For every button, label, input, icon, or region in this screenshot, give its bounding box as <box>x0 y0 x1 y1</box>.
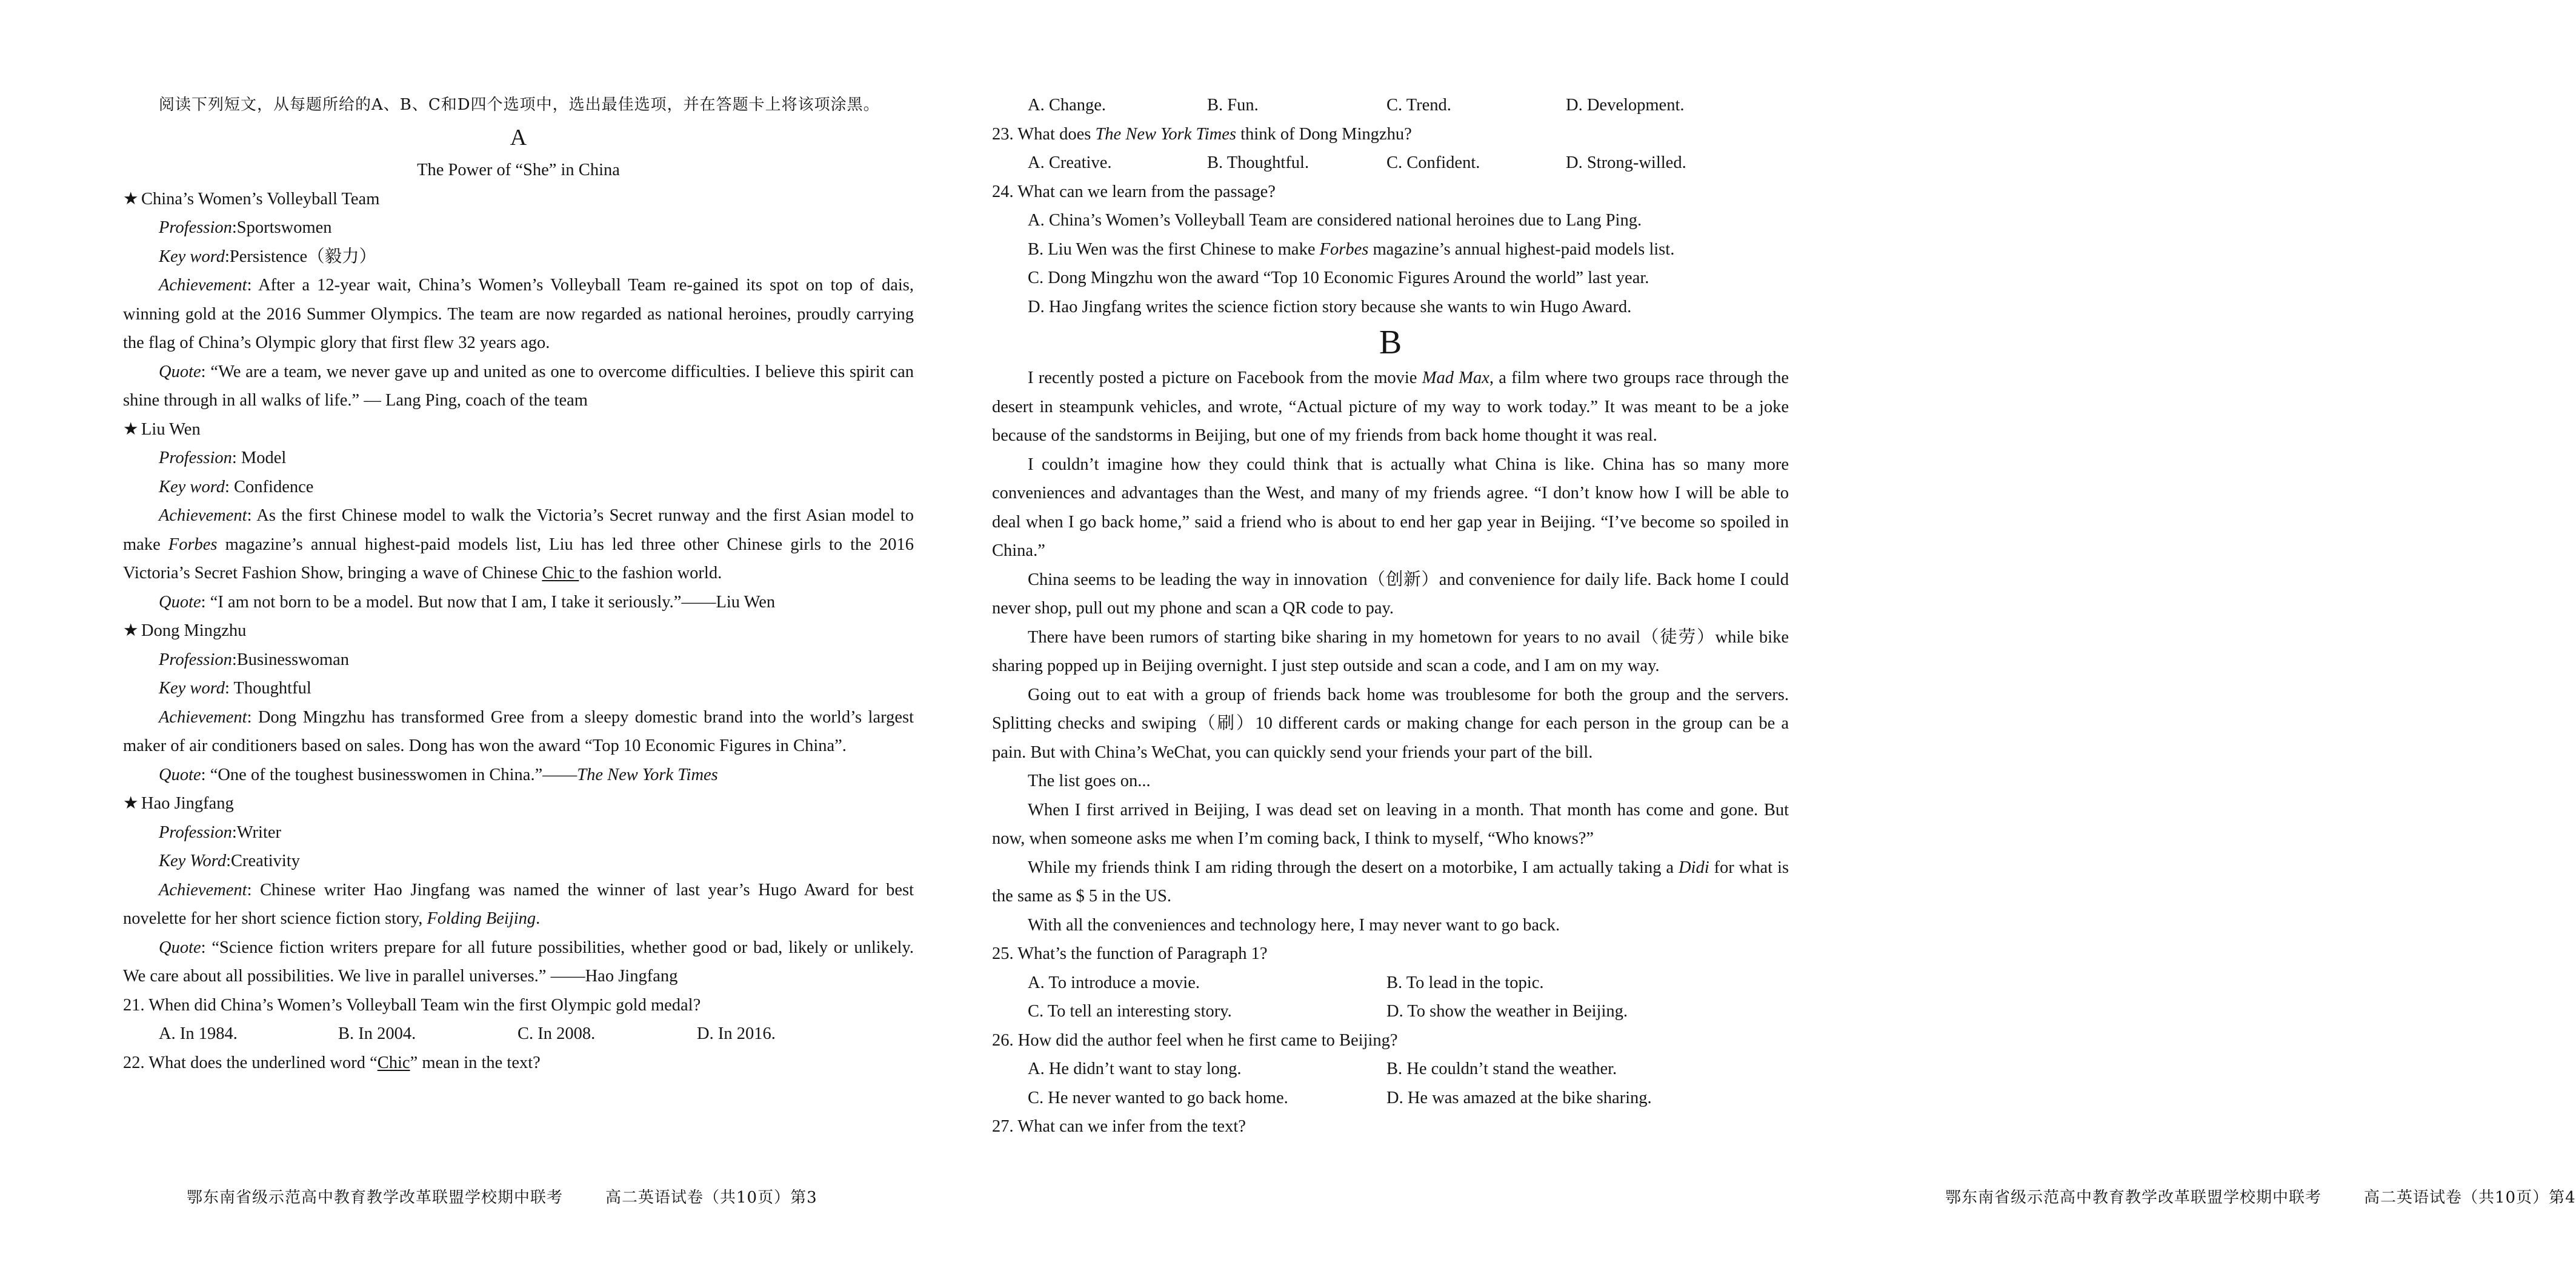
option-a: A. He didn’t want to stay long. <box>1028 1059 1242 1078</box>
star-icon: ★ <box>123 621 139 640</box>
option-b: B. To lead in the topic. <box>1386 973 1544 992</box>
question-23-options <box>992 148 1789 178</box>
option-d: D. He was amazed at the bike sharing. <box>1386 1088 1652 1107</box>
keyword-line: Key Word:Creativity <box>159 852 300 870</box>
person-name: Hao Jingfang <box>141 794 234 813</box>
achievement-paragraph: Achievement: Chinese writer Hao Jingfang was named the winner of last year’s Hugo Award for best novelette for her short science fiction story, Folding Beijing. <box>123 880 914 928</box>
section-b-heading: B <box>1379 324 1402 361</box>
passage-b-paragraph-1: I recently posted a picture on Facebook from the movie Mad Max, a film where two groups race through the desert in steampunk vehicles, and wrote, “Actual picture of my way to work today.” It was meant to be a joke because of the sandstorms in Beijing, but one of my friends from back home thought it was real. <box>992 369 1789 445</box>
option-b: B. Thoughtful. <box>1207 153 1310 172</box>
person-heading <box>123 616 914 646</box>
option-b: B. He couldn’t stand the weather. <box>1386 1059 1617 1078</box>
profession-line: Profession:Sportswomen <box>159 218 332 237</box>
option-c: C. Trend. <box>1386 96 1451 115</box>
option-a: A. Change. <box>1028 96 1107 115</box>
section-a-heading: A <box>510 125 527 150</box>
question-23-stem: 23. What does The New York Times think of Dong Mingzhu? <box>992 124 1412 144</box>
person-name: Liu Wen <box>141 419 201 439</box>
question-25-options-row-1 <box>992 969 1789 998</box>
passage-title: The Power of “She” in China <box>417 161 620 179</box>
question-21-options <box>123 1019 914 1049</box>
option-d: D. In 2016. <box>697 1024 776 1043</box>
option-a: A. China’s Women’s Volleyball Team are considered national heroines due to Lang Ping. <box>1028 211 1642 230</box>
profession-line: Profession:Businesswoman <box>159 650 350 669</box>
passage-b-paragraph-6: The list goes on... <box>1028 772 1151 790</box>
passage-b-paragraph-7: When I first arrived in Beijing, I was dead set on leaving in a month. That month has come and gone. But now, when someone asks me when I’m coming back, I think to myself, “Who knows?” <box>992 800 1789 848</box>
star-icon: ★ <box>123 189 139 209</box>
passage-b-paragraph-4: There have been rumors of starting bike sharing in my hometown for years to no avail（徒劳）while bike sharing popped up in Beijing overnight. I just step outside and scan a code, and I am on my way. <box>992 627 1789 675</box>
footer-school: 鄂东南省级示范高中教育教学改革联盟学校期中联考 <box>1945 1189 2322 1207</box>
passage-b-paragraph-3: China seems to be leading the way in innovation（创新）and convenience for daily life. Back home I could never shop, pull out my phone and scan a QR code to pay. <box>992 570 1789 618</box>
instructions: 阅读下列短文，从每题所给的A、B、C和D四个选项中，选出最佳选项，并在答题卡上将该项涂黑。 <box>159 96 880 114</box>
left-page <box>0 0 930 1288</box>
underlined-word-chic: Chic <box>542 564 579 582</box>
page-footer <box>187 1185 817 1207</box>
right-page <box>930 0 2576 1288</box>
option-b: B. In 2004. <box>338 1024 416 1043</box>
footer-page-info: 高二英语试卷（共10页）第3 <box>605 1189 817 1207</box>
option-a: A. To introduce a movie. <box>1028 973 1200 992</box>
footer-page-info: 高二英语试卷（共10页）第4 <box>2364 1189 2576 1207</box>
passage-b-paragraph-5: Going out to eat with a group of friends back home was troublesome for both the group and the servers. Splitting checks and swiping（刷）10 different cards or making change for each person in the group can be a pain. But with China’s WeChat, you can quickly send your friends your part of the bill. <box>992 685 1789 762</box>
keyword-line: Key word: Thoughtful <box>159 679 311 698</box>
person-heading <box>123 789 914 818</box>
profession-line: Profession:Writer <box>159 823 282 842</box>
option-c: C. Dong Mingzhu won the award “Top 10 Economic Figures Around the world” last year. <box>1028 269 1649 287</box>
option-d: D. Strong-willed. <box>1566 153 1686 172</box>
option-a: A. Creative. <box>1028 153 1112 172</box>
page-footer <box>1945 1185 2576 1207</box>
quote-paragraph: Quote: “Science fiction writers prepare for all future possibilities, whether good or bad, likely or unlikely. We care about all possibilities. We live in parallel universes.” ——Hao Jingfang <box>123 938 914 986</box>
question-24-stem: 24. What can we learn from the passage? <box>992 182 1276 201</box>
option-d: D. To show the weather in Beijing. <box>1386 1002 1628 1021</box>
passage-b-paragraph-8: While my friends think I am riding through the desert on a motorbike, I am actually taking a Didi for what is the same as $ 5 in the US. <box>992 858 1789 906</box>
person-heading <box>123 415 914 444</box>
option-c: C. To tell an interesting story. <box>1028 1002 1232 1021</box>
achievement-paragraph: Achievement: After a 12-year wait, China’s Women’s Volleyball Team re-gained its spot on top of dais, winning gold at the 2016 Summer Olympics. The team are now regarded as national heroines, proudly carrying the flag of China’s Olympic glory that first flew 32 years ago. <box>123 276 914 352</box>
option-c: C. He never wanted to go back home. <box>1028 1088 1288 1107</box>
question-21-stem: 21. When did China’s Women’s Volleyball Team win the first Olympic gold medal? <box>123 995 701 1015</box>
keyword-line: Key word:Persistence（毅力） <box>159 247 377 266</box>
passage-b-paragraph-9: With all the conveniences and technology here, I may never want to go back. <box>1028 915 1560 935</box>
person-heading <box>123 185 914 214</box>
option-a: A. In 1984. <box>159 1024 238 1043</box>
question-26-options-row-1 <box>992 1055 1789 1084</box>
achievement-paragraph: Achievement: Dong Mingzhu has transformed Gree from a sleepy domestic brand into the world’s largest maker of air conditioners based on sales. Dong has won the award “Top 10 Economic Figures in China”. <box>123 707 914 755</box>
option-d: D. Development. <box>1566 96 1685 115</box>
question-25-options-row-2 <box>992 997 1789 1026</box>
footer-school: 鄂东南省级示范高中教育教学改革联盟学校期中联考 <box>187 1189 564 1207</box>
keyword-line: Key word: Confidence <box>159 477 314 496</box>
quote-paragraph: Quote: “One of the toughest businesswomen in China.”——The New York Times <box>159 765 718 784</box>
option-d: D. Hao Jingfang writes the science fiction story because she wants to win Hugo Award. <box>1028 297 1632 316</box>
option-b: B. Liu Wen was the first Chinese to make Forbes magazine’s annual highest-paid models list. <box>1028 239 1675 259</box>
question-22-stem: 22. What does the underlined word “Chic” mean in the text? <box>123 1053 541 1072</box>
quote-paragraph: Quote: “We are a team, we never gave up and united as one to overcome difficulties. I believe this spirit can shine through in all walks of life.” — Lang Ping, coach of the team <box>123 362 914 410</box>
question-26-stem: 26. How did the author feel when he first came to Beijing? <box>992 1030 1398 1050</box>
person-name: Dong Mingzhu <box>141 621 247 640</box>
quote-paragraph: Quote: “I am not born to be a model. But now that I am, I take it seriously.”——Liu Wen <box>159 592 776 612</box>
question-27-stem: 27. What can we infer from the text? <box>992 1117 1246 1136</box>
achievement-paragraph: Achievement: As the first Chinese model to walk the Victoria’s Secret runway and the first Asian model to make Forbes magazine’s annual highest-paid models list, Liu has led three other Chinese girls to the 2016 Victoria’s Secret Fashion Show, bringing a wave of Chinese Chic to the fashion world. <box>123 506 914 582</box>
star-icon: ★ <box>123 419 139 439</box>
option-b: B. Fun. <box>1207 96 1259 115</box>
question-26-options-row-2 <box>992 1084 1789 1113</box>
person-name: China’s Women’s Volleyball Team <box>141 189 380 209</box>
profession-line: Profession: Model <box>159 449 287 467</box>
right-column <box>992 91 1789 1141</box>
passage-b-paragraph-2: I couldn’t imagine how they could think that is actually what China is like. China has so many more conveniences and advantages than the West, and many of my friends agree. “I don’t know how I will be able to deal when I go back home,” said a friend who is about to end her gap year in Beijing. “I’ve become so spoiled in China.” <box>992 455 1789 560</box>
question-22-options <box>992 91 1789 120</box>
left-column <box>123 91 914 1077</box>
option-c: C. Confident. <box>1386 153 1480 172</box>
option-c: C. In 2008. <box>518 1024 596 1043</box>
star-icon: ★ <box>123 794 139 813</box>
question-25-stem: 25. What’s the function of Paragraph 1? <box>992 944 1268 963</box>
